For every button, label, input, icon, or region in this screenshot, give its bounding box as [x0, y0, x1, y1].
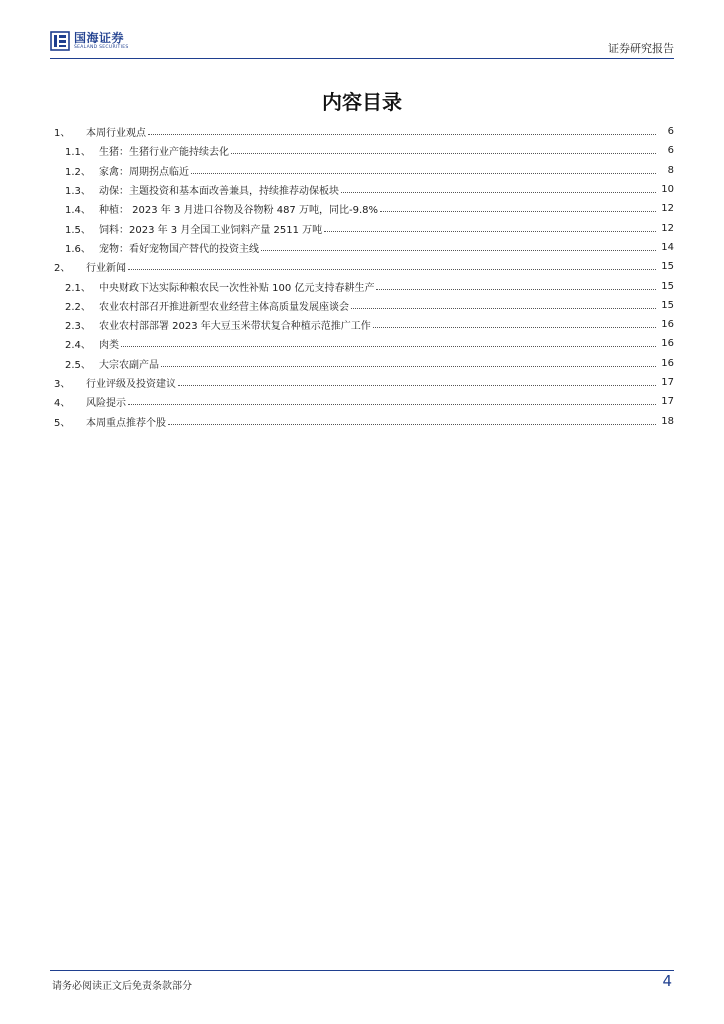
- toc-entry[interactable]: [50, 218, 674, 237]
- toc-dot-leader: [178, 385, 656, 386]
- toc-entry-page: 6: [667, 126, 674, 138]
- toc-entry-page: 17: [661, 396, 674, 408]
- toc-entry-number: 1.6、: [65, 243, 91, 255]
- toc-entry-title: 大宗农副产品: [99, 359, 159, 371]
- toc-entry-number: 1.1、: [65, 147, 91, 159]
- toc-dot-leader: [261, 250, 656, 251]
- toc-entry-page: 17: [661, 377, 674, 388]
- toc-entry-title: 肉类: [99, 340, 119, 352]
- toc-entry-number: 2、: [54, 263, 71, 275]
- toc-entry[interactable]: [50, 354, 674, 373]
- toc-entry-number: 4、: [54, 398, 71, 410]
- toc-entry-title: 本周重点推荐个股: [86, 417, 166, 429]
- sealand-logo-icon: [50, 31, 70, 51]
- toc-dot-leader: [324, 231, 656, 232]
- toc-entry[interactable]: [50, 334, 674, 353]
- toc-dot-leader: [380, 211, 656, 212]
- page-title: 内容目录: [322, 90, 402, 114]
- toc-entry-number: 2.3、: [65, 321, 91, 333]
- toc-entry[interactable]: [50, 392, 674, 411]
- toc-dot-leader: [341, 192, 656, 193]
- logo-chinese-name: 国海证券: [74, 30, 125, 45]
- report-type-label: 证券研究报告: [608, 42, 674, 55]
- toc-entry[interactable]: [50, 257, 674, 276]
- toc-entry-number: 1.4、: [65, 205, 91, 217]
- toc-entry[interactable]: [50, 161, 674, 180]
- toc-entry[interactable]: [50, 141, 674, 160]
- page-header: [50, 30, 674, 60]
- toc-entry-page: 10: [661, 184, 674, 196]
- toc-dot-leader: [351, 308, 656, 309]
- toc-dot-leader: [191, 173, 656, 174]
- toc-entry-page: 16: [661, 319, 674, 331]
- toc-entry-number: 3、: [54, 379, 71, 390]
- toc-entry-number: 1.2、: [65, 166, 91, 178]
- toc-entry-page: 15: [661, 280, 674, 292]
- toc-entry[interactable]: [50, 411, 674, 430]
- company-logo: [50, 30, 129, 52]
- footer-divider: [50, 970, 674, 971]
- footer-page-number: 4: [662, 972, 672, 990]
- toc-entry-title: 生猪：生猪行业产能持续去化: [99, 147, 229, 159]
- toc-entry-number: 2.1、: [65, 282, 91, 294]
- toc-entry[interactable]: [50, 180, 674, 199]
- toc-entry-number: 1.3、: [65, 186, 91, 198]
- toc-entry-title: 饲料：2023 年 3 月全国工业饲料产量 2511 万吨: [99, 224, 323, 236]
- toc-entry[interactable]: [50, 122, 674, 141]
- toc-dot-leader: [168, 424, 656, 425]
- toc-entry-page: 16: [661, 338, 674, 350]
- toc-entry[interactable]: [50, 199, 674, 218]
- toc-entry-page: 15: [661, 261, 674, 273]
- toc-entry-page: 16: [661, 357, 674, 369]
- table-of-contents: [50, 122, 674, 431]
- toc-entry-title: 行业新闻: [86, 263, 126, 275]
- toc-entry-number: 5、: [54, 417, 71, 429]
- toc-entry-number: 2.2、: [65, 301, 91, 313]
- toc-entry-page: 18: [661, 415, 674, 427]
- toc-entry-page: 15: [661, 299, 674, 311]
- toc-entry-number: 1、: [54, 128, 71, 140]
- toc-entry-title: 宠物：看好宠物国产替代的投资主线: [99, 243, 259, 255]
- toc-dot-leader: [121, 346, 656, 347]
- toc-entry-title: 农业农村部召开推进新型农业经营主体高质量发展座谈会: [99, 301, 349, 313]
- toc-entry-title: 行业评级及投资建议: [86, 379, 176, 390]
- toc-dot-leader: [376, 289, 656, 290]
- toc-entry-page: 12: [661, 222, 674, 234]
- header-divider: [50, 58, 674, 59]
- toc-entry-page: 14: [661, 241, 674, 253]
- toc-entry-title: 本周行业观点: [86, 128, 146, 140]
- toc-entry-title: 中央财政下达实际种粮农民一次性补贴 100 亿元支持春耕生产: [99, 282, 375, 294]
- toc-entry-page: 8: [667, 164, 674, 176]
- toc-dot-leader: [161, 366, 656, 367]
- toc-dot-leader: [148, 134, 656, 135]
- toc-entry-title: 种植： 2023 年 3 月进口谷物及谷物粉 487 万吨，同比-9.8%: [99, 205, 378, 217]
- toc-entry[interactable]: [50, 238, 674, 257]
- toc-entry[interactable]: [50, 315, 674, 334]
- toc-entry-number: 2.4、: [65, 340, 91, 352]
- toc-dot-leader: [128, 269, 656, 270]
- toc-entry-title: 家禽：周期拐点临近: [99, 166, 189, 178]
- toc-entry-title: 风险提示: [86, 398, 126, 410]
- toc-entry[interactable]: [50, 373, 674, 392]
- toc-entry[interactable]: [50, 296, 674, 315]
- toc-entry-number: 1.5、: [65, 224, 91, 236]
- toc-entry-page: 6: [667, 145, 674, 157]
- toc-dot-leader: [373, 327, 656, 328]
- logo-english-name: SEALAND SECURITIES: [74, 44, 129, 50]
- toc-dot-leader: [231, 153, 656, 154]
- toc-dot-leader: [128, 404, 656, 405]
- toc-entry-number: 2.5、: [65, 359, 91, 371]
- footer-disclaimer: 请务必阅读正文后免责条款部分: [52, 981, 192, 992]
- toc-entry-page: 12: [661, 203, 674, 215]
- toc-entry-title: 动保：主题投资和基本面改善兼具，持续推荐动保板块: [99, 186, 339, 198]
- toc-entry-title: 农业农村部部署 2023 年大豆玉米带状复合种植示范推广工作: [99, 321, 371, 333]
- toc-entry[interactable]: [50, 276, 674, 295]
